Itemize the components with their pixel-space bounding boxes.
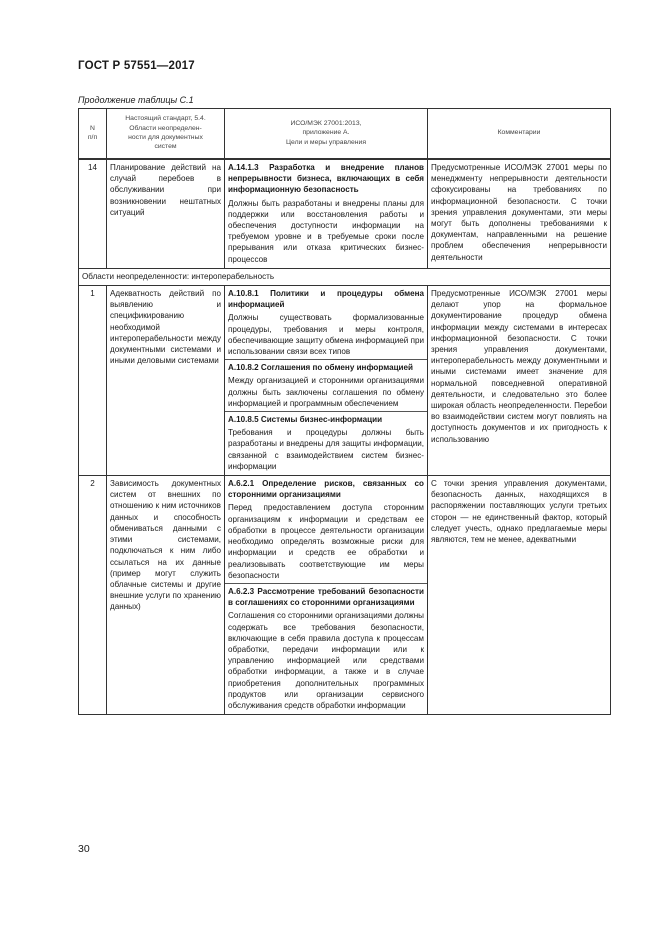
table-row: [79, 476, 611, 715]
iso-measure-text: Должны быть разработаны и внедрены планы для поддержки или восстановления работы и обеспечения доступности информации на требуемом уровне и в требуемые сроки после прерывания или отказа критических бизнес-процессов: [228, 198, 424, 264]
row-number: 14: [79, 159, 107, 268]
table-header-row: [79, 109, 611, 160]
iso-measures-cell: [225, 476, 428, 715]
column-header-iso: ИСО/МЭК 27001:2013, приложение А. Цели и меры управления: [225, 109, 428, 160]
iso-measure: [225, 583, 427, 711]
row-number: 1: [79, 286, 107, 476]
uncertainty-area: Зависимость документных систем от внешних по отношению к ним источников данных и способность обмениваться данными с этими системами, подключаться к ним либо ссылаться на их данные (пример могут служить облачные системы и другие внешние услуги по хранению данных): [107, 476, 225, 715]
iso-measure-title: A.14.1.3 Разработка и внедрение планов непрерывности бизнеса, включающих в себя информационную безопасность: [228, 163, 424, 195]
iso-measure: [225, 359, 427, 409]
uncertainty-area: Планирование действий на случай перебоев в обслуживании при возникновении нештатных ситуаций: [107, 159, 225, 268]
iso-measure-text: Между организацией и сторонними организациями должны быть заключены соглашения по обмену информацией и программным обеспечением: [228, 376, 424, 408]
comment: Предусмотренные ИСО/МЭК 27001 меры делают упор на формальное документирование процедур обмена информации между системами в интересах информационной безопасности. С точки зрения управления документами, интероперабельность между документными и иными системами имеет значение для нормальной повседневной оперативной деятельности, и следовательно это более широкая область неопределенности. Перебои во взаимодействии систем могут повлиять на доступность документов и их пригодность к использованию: [428, 286, 611, 476]
document-title: ГОСТ Р 57551—2017: [78, 60, 195, 72]
table-row: [79, 159, 611, 268]
column-header-standard: Настоящий стандарт, 5.4. Области неопределен- ности для документных систем: [107, 109, 225, 160]
iso-measure-title: A.10.8.2 Соглашения по обмену информацией: [228, 363, 414, 373]
section-title: Области неопределенности: интероперабельность: [79, 268, 611, 285]
iso-measure-text: Требования и процедуры должны быть разработаны и внедрены для защиты информации, связанной с взаимодействием систем бизнес-информации: [228, 428, 424, 471]
page-number: 30: [78, 843, 90, 855]
standards-table: [78, 108, 611, 715]
comment: С точки зрения управления документами, безопасность данных, находящихся в распоряжении поставляющих услуги третьих сторон — не единственный фактор, который следует учесть, однако предлагаемые меры являются, тем не менее, адекватными: [428, 476, 611, 715]
iso-measure-title: A.6.2.1 Определение рисков, связанных со сторонними организациями: [228, 479, 424, 500]
column-header-number: N п/п: [79, 109, 107, 160]
iso-measure-text: Должны существовать формализованные процедуры, требования и меры контроля, обеспечивающие защиту обмена информацией при использовании связи всех типов: [228, 313, 424, 357]
iso-measure-title: A.10.8.1 Политики и процедуры обмена информацией: [228, 289, 424, 310]
iso-measure: [225, 411, 427, 472]
iso-measure-text: Соглашения со сторонними организациями должны содержать все требования безопасности, включающие в себя правила доступа к процессам обработки, передачи информации или к управлению информацией или средствами обработки информации, а также и в случае приобретения дополнительных программных продуктов или организации сервисного обслуживания средств обработки информации: [228, 611, 424, 710]
iso-measure-title: A.10.8.5 Системы бизнес-информации: [228, 415, 383, 425]
iso-measure: [228, 288, 424, 357]
table-continuation-caption: Продолжение таблицы С.1: [78, 95, 194, 105]
table-row: [79, 286, 611, 476]
iso-measures-cell: [225, 286, 428, 476]
section-row: [79, 268, 611, 285]
comment: Предусмотренные ИСО/МЭК 27001 меры по менеджменту непрерывности деятельности сфокусированы на требованиях по информационной безопасности. С точки зрения управления документами, эти меры могут быть дополнены требованиями к документам, направленными на решение проблем обеспечения непрерывности деятельности: [428, 159, 611, 268]
column-header-comments: Комментарии: [428, 109, 611, 160]
iso-measures-cell: [225, 159, 428, 268]
row-number: 2: [79, 476, 107, 715]
iso-measure: [228, 162, 424, 265]
iso-measure: [228, 478, 424, 581]
uncertainty-area: Адекватность действий по выявлению и спецификированию необходимой интероперабельности между документными системами и иными деловыми системами: [107, 286, 225, 476]
iso-measure-text: Перед предоставлением доступа сторонним организациям к информации и средствам ее обработки в процессе деятельности организации необходимо определять возможные риски для информации и средств ее обработки и реализовывать соответствующие им меры безопасности: [228, 503, 424, 580]
iso-measure-title: A.6.2.3 Рассмотрение требований безопасности в соглашениях со сторонними организациями: [228, 586, 424, 608]
